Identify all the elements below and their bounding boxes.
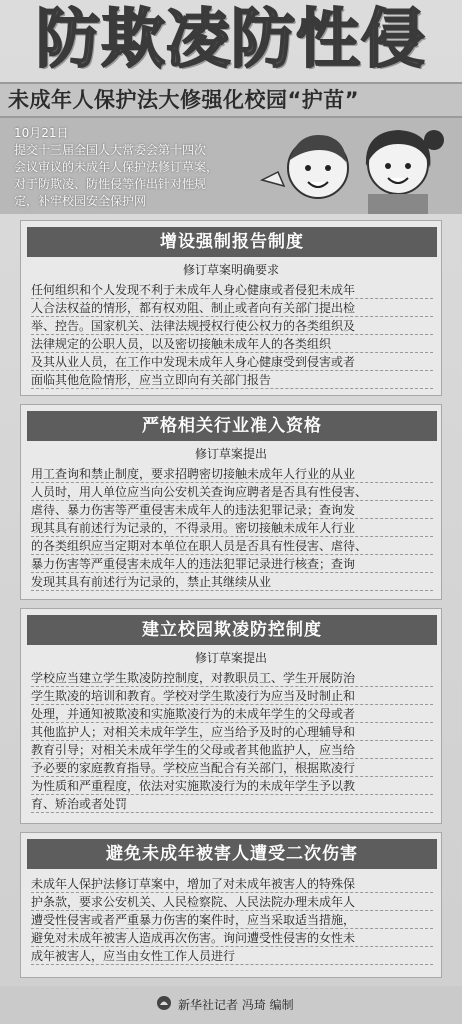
section-industry-access	[20, 404, 442, 600]
footer	[0, 986, 462, 1024]
body-line: 为性质和严重程度，依法对实施欺凌行为的未成年学生予以教	[31, 777, 433, 795]
body-line: 及其从业人员，在工作中发现未成年人身心健康受到侵害或者	[31, 353, 433, 371]
intro-line: 会议审议的未成年人保护法修订草案，	[14, 160, 219, 174]
intro-line: 对于防欺凌、防性侵等作出针对性规	[14, 177, 207, 191]
subtitle: 未成年人保护法大修强化校园“护苗”	[8, 88, 360, 112]
body-line: 人员时，用人单位应当向公安机关查询应聘者是否具有性侵害、	[31, 483, 433, 501]
body-line: 举、控告。国家机关、法律法规授权行使公权力的各类组织及	[31, 317, 433, 335]
body-line: 其他监护人；对相关未成年学生，应当给予及时的心理辅导和	[31, 723, 433, 741]
body-line: 虐待、暴力伤害等严重侵害未成年人的违法犯罪记录；查询发	[31, 501, 433, 519]
footer-credit: 新华社记者 冯琦 编制	[178, 998, 294, 1012]
section-body	[31, 875, 433, 965]
body-line: 面临其他危险情形，应当立即向有关部门报告	[31, 371, 433, 389]
body-line: 法律规定的公职人员，以及密切接触未成年人的各类组织	[31, 335, 433, 353]
section-heading: 严格相关行业准入资格	[27, 411, 437, 441]
body-line: 处理，并通知被欺凌和实施欺凌行为的未成年学生的父母或者	[31, 705, 433, 723]
main-title: 防欺凌防性侵	[36, 3, 426, 77]
body-line: 予必要的家庭教育指导。学校应当配合有关部门，根据欺凌行	[31, 759, 433, 777]
children-illustration	[248, 120, 458, 214]
section-heading: 建立校园欺凌防控制度	[27, 615, 437, 645]
body-line: 未成年人保护法修订草案中，增加了对未成年被害人的特殊保	[31, 875, 433, 893]
body-line: 避免对未成年被害人造成再次伤害。询问遭受性侵害的女性未	[31, 929, 433, 947]
section-subheading: 修订草案提出	[194, 447, 267, 461]
section-heading: 增设强制报告制度	[27, 227, 437, 257]
section-body	[31, 281, 433, 389]
section-mandatory-report	[20, 220, 442, 396]
subtitle-bar	[0, 82, 462, 118]
section-secondary-harm	[20, 832, 442, 978]
intro-line: 定，补牢校园安全保护网	[14, 194, 147, 208]
intro-date: 10月21日	[14, 126, 69, 140]
section-body	[31, 669, 433, 813]
body-line: 暴力伤害等严重侵害未成年人的违法犯罪记录进行核查；查询	[31, 555, 433, 573]
body-line: 护条款，要求公安机关、人民检察院、人民法院办理未成年人	[31, 893, 433, 911]
body-line: 人合法权益的情形，都有权劝阻、制止或者向有关部门提出检	[31, 299, 433, 317]
body-line: 学生欺凌的培训和教育。学校对学生欺凌行为应当及时制止和	[31, 687, 433, 705]
intro-text	[14, 142, 250, 210]
body-line: 育、矫治或者处罚	[31, 795, 433, 813]
body-line: 发现其具有前述行为记录的，禁止其继续从业	[31, 573, 433, 591]
intro-line: 提交十三届全国人大常委会第十四次	[14, 143, 207, 157]
section-body	[31, 465, 433, 591]
body-line: 学校应当建立学生欺凌防控制度，对教职员工、学生开展防治	[31, 669, 433, 687]
body-line: 的各类组织应当定期对本单位在职人员是否具有性侵害、虐待、	[31, 537, 433, 555]
section-heading: 避免未成年被害人遭受二次伤害	[27, 839, 437, 869]
section-subheading: 修订草案明确要求	[182, 263, 279, 277]
section-bullying-prevention	[20, 608, 442, 824]
body-line: 遭受性侵害或者严重暴力伤害的案件时，应当采取适当措施，	[31, 911, 433, 929]
body-line: 现其具有前述行为记录的，不得录用。密切接触未成年人行业	[31, 519, 433, 537]
xinhua-logo-icon	[156, 995, 172, 1011]
body-line: 任何组织和个人发现不利于未成年人身心健康或者侵犯未成年	[31, 281, 433, 299]
body-line: 用工查询和禁止制度，要求招聘密切接触未成年人行业的从业	[31, 465, 433, 483]
section-subheading: 修订草案提出	[194, 651, 267, 665]
body-line: 成年被害人，应当由女性工作人员进行	[31, 947, 433, 965]
body-line: 教育引导；对相关未成年学生的父母或者其他监护人，应当给	[31, 741, 433, 759]
